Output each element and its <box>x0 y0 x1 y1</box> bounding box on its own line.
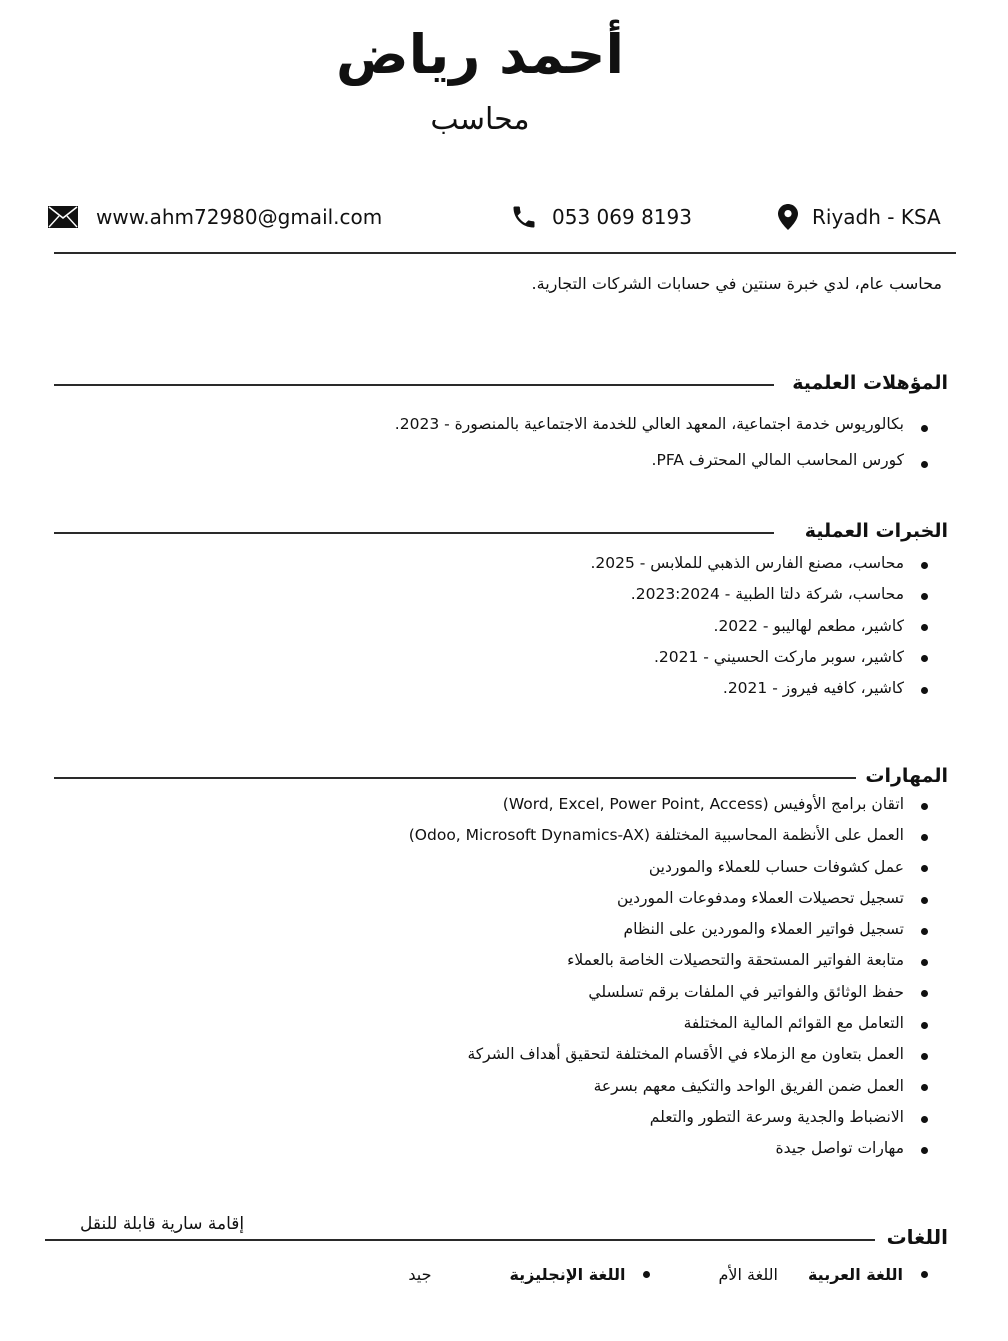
education-list <box>68 410 928 482</box>
list-item: اتقان برامج الأوفيس (Word, Excel, Power Point, Access) <box>68 790 928 821</box>
list-item: كاشير، سوبر ماركت الحسيني - 2021. <box>68 643 928 674</box>
education-heading: المؤهلات العلمية <box>792 372 948 394</box>
skills-list <box>68 790 928 1166</box>
list-item: العمل ضمن الفريق الواحد والتكيف معهم بسرعة <box>68 1072 928 1103</box>
list-item: التعامل مع القوائم المالية المختلفة <box>68 1009 928 1040</box>
contact-phone[interactable] <box>510 200 692 234</box>
language-name-arabic: اللغة العربية <box>807 1264 903 1284</box>
skills-heading: المهارات <box>865 765 948 787</box>
list-item: كاشير، كافيه فيروز - 2021. <box>68 674 928 705</box>
list-item: بكالوريوس خدمة اجتماعية، المعهد العالي للخدمة الاجتماعية بالمنصورة - 2023. <box>68 410 928 446</box>
profile-summary: محاسب عام، لدي خبرة سنتين في حسابات الشركات التجارية. <box>531 274 942 293</box>
list-item: محاسب، مصنع الفارس الذهبي للملابس - 2025. <box>68 549 928 580</box>
map-pin-icon <box>778 204 798 230</box>
location-text: Riyadh - KSA <box>812 205 941 229</box>
list-item: متابعة الفواتير المستحقة والتحصيلات الخاصة بالعملاء <box>68 946 928 977</box>
experience-list <box>68 549 928 705</box>
job-title: محاسب <box>430 102 530 137</box>
envelope-icon <box>48 206 78 228</box>
contact-divider <box>54 252 956 254</box>
residency-note: إقامة سارية قابلة للنقل <box>80 1214 245 1234</box>
language-level-english: جيد <box>408 1264 432 1284</box>
experience-heading: الخبرات العملية <box>804 520 948 542</box>
list-item: تسجيل تحصيلات العملاء ومدفوعات الموردين <box>68 884 928 915</box>
list-item: حفظ الوثائق والفواتير في الملفات برقم تسلسلي <box>68 978 928 1009</box>
list-item: مهارات تواصل جيدة <box>68 1134 928 1165</box>
contact-email[interactable] <box>48 200 382 234</box>
list-item: تسجيل فواتير العملاء والموردين على النظام <box>68 915 928 946</box>
language-name-english: اللغة الإنجليزية <box>509 1264 626 1284</box>
education-divider <box>54 384 774 386</box>
languages-heading: اللغات <box>886 1225 948 1249</box>
list-item: الانضباط والجدية وسرعة التطور والتعلم <box>68 1103 928 1134</box>
list-item: كورس المحاسب المالي المحترف PFA. <box>68 446 928 482</box>
skills-divider <box>54 777 856 779</box>
contact-location <box>778 200 941 234</box>
phone-text: 053 069 8193 <box>552 205 692 229</box>
phone-icon <box>510 203 538 231</box>
language-level-arabic: اللغة الأم <box>718 1264 778 1284</box>
list-item: كاشير، مطعم لهاليبو - 2022. <box>68 612 928 643</box>
list-item: محاسب، شركة دلتا الطبية - 2023:2024. <box>68 580 928 611</box>
bullet-icon <box>643 1271 650 1278</box>
bullet-icon <box>921 1271 928 1278</box>
list-item: العمل بتعاون مع الزملاء في الأقسام المختلفة لتحقيق أهداف الشركة <box>68 1040 928 1071</box>
languages-list <box>408 1261 928 1287</box>
email-text: www.ahm72980@gmail.com <box>96 205 383 229</box>
list-item: العمل على الأنظمة المحاسبية المختلفة (Odoo, Microsoft Dynamics-AX) <box>68 821 928 852</box>
languages-divider <box>45 1239 875 1241</box>
experience-divider <box>54 532 774 534</box>
candidate-name: أحمد رياض <box>336 23 624 86</box>
list-item: عمل كشوفات حساب للعملاء والموردين <box>68 853 928 884</box>
